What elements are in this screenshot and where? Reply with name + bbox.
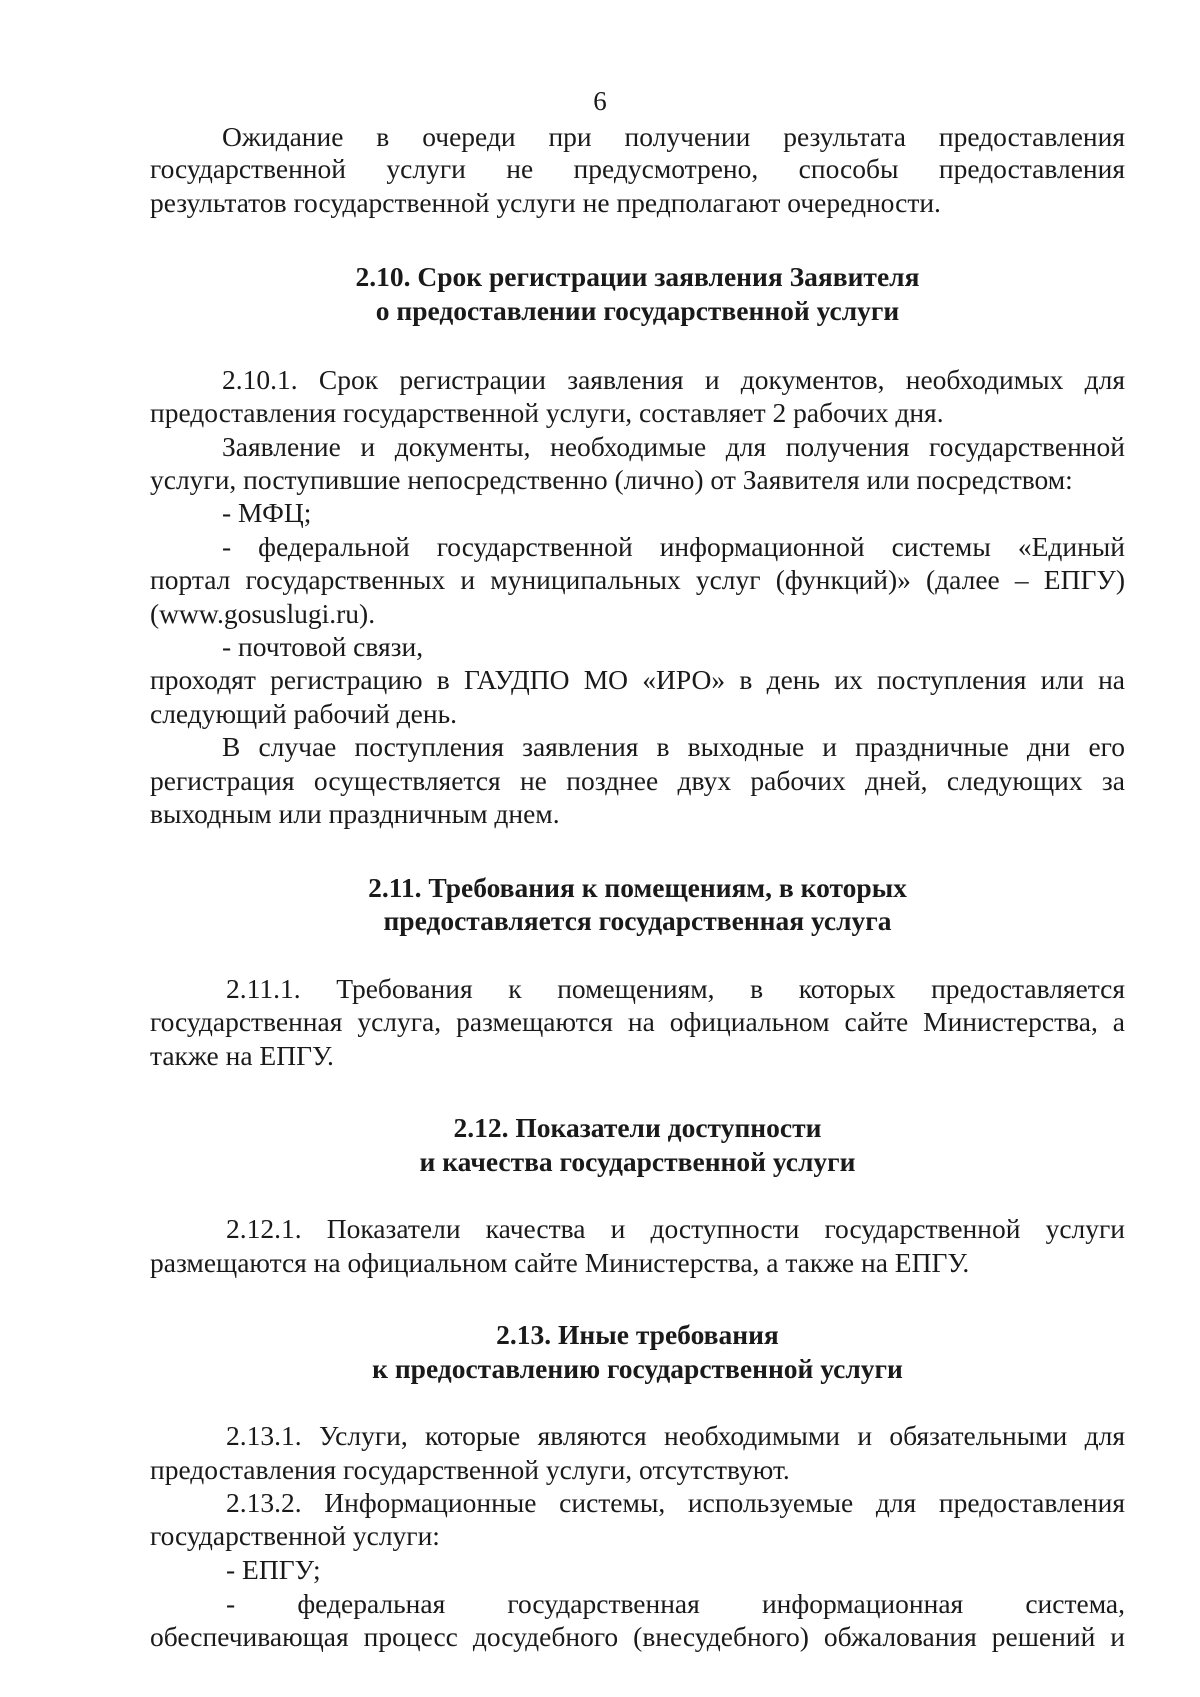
list-item: - федеральная государственная информационная система, [226,1588,1125,1619]
text-line: В случае поступления заявления в выходные и праздничные дни его [222,731,1125,762]
list-item: - ЕПГУ; [226,1554,321,1585]
text-line: регистрация осуществляется не позднее двух рабочих дней, следующих за [150,765,1125,796]
list-item: - федеральной государственной информационной системы «Единый [222,531,1125,562]
text-line: предоставления государственной услуги, составляет 2 рабочих дня. [150,397,944,428]
text-line: размещаются на официальном сайте Министерства, а также на ЕПГУ. [150,1247,970,1278]
text-line: услуги, поступившие непосредственно (лично) от Заявителя или посредством: [150,464,1073,495]
text-line: предоставления государственной услуги, отсутствуют. [150,1454,790,1485]
text-line: Заявление и документы, необходимые для получения государственной [222,431,1125,462]
text-line: выходным или праздничным днем. [150,798,560,829]
section-heading-2-12: и качества государственной услуги [419,1146,856,1177]
section-heading-2-11: предоставляется государственная услуга [383,905,892,936]
text-line: Ожидание в очереди при получении результата предоставления [222,121,1125,152]
text-line: 2.12.1. Показатели качества и доступности государственной услуги [226,1213,1125,1244]
section-heading-2-10: 2.10. Срок регистрации заявления Заявителя [355,261,920,292]
section-heading-2-10: о предоставлении государственной услуги [375,295,900,326]
text-line: проходят регистрацию в ГАУДПО МО «ИРО» в день их поступления или на [150,664,1125,695]
text-line: государственная услуга, размещаются на официальном сайте Министерства, а [150,1006,1125,1037]
section-heading-2-12: 2.12. Показатели доступности [453,1112,822,1143]
section-heading-2-13: 2.13. Иные требования [496,1319,779,1350]
text-line: (www.gosuslugi.ru). [150,598,376,629]
section-heading-2-11: 2.11. Требования к помещениям, в которых [368,872,907,903]
list-item: - почтовой связи, [222,631,424,662]
text-line: результатов государственной услуги не предполагают очередности. [150,187,941,218]
page-number: 6 [593,86,607,116]
section-heading-2-13: к предоставлению государственной услуги [372,1353,903,1384]
text-line: обеспечивающая процесс досудебного (внесудебного) обжалования решений и [150,1621,1125,1652]
text-line: 2.11.1. Требования к помещениям, в которых предоставляется [226,973,1125,1004]
text-line: следующий рабочий день. [150,698,457,729]
text-line: государственной услуги: [150,1520,440,1551]
text-line: государственной услуги не предусмотрено, способы предоставления [150,153,1125,184]
text-line: 2.13.1. Услуги, которые являются необходимыми и обязательными для [226,1420,1125,1451]
text-line: портал государственных и муниципальных услуг (функций)» (далее – ЕПГУ) [150,564,1125,595]
text-line: также на ЕПГУ. [150,1040,334,1071]
text-line: 2.10.1. Срок регистрации заявления и документов, необходимых для [222,364,1125,395]
list-item: - МФЦ; [222,497,312,528]
text-line: 2.13.2. Информационные системы, используемые для предоставления [226,1487,1125,1518]
